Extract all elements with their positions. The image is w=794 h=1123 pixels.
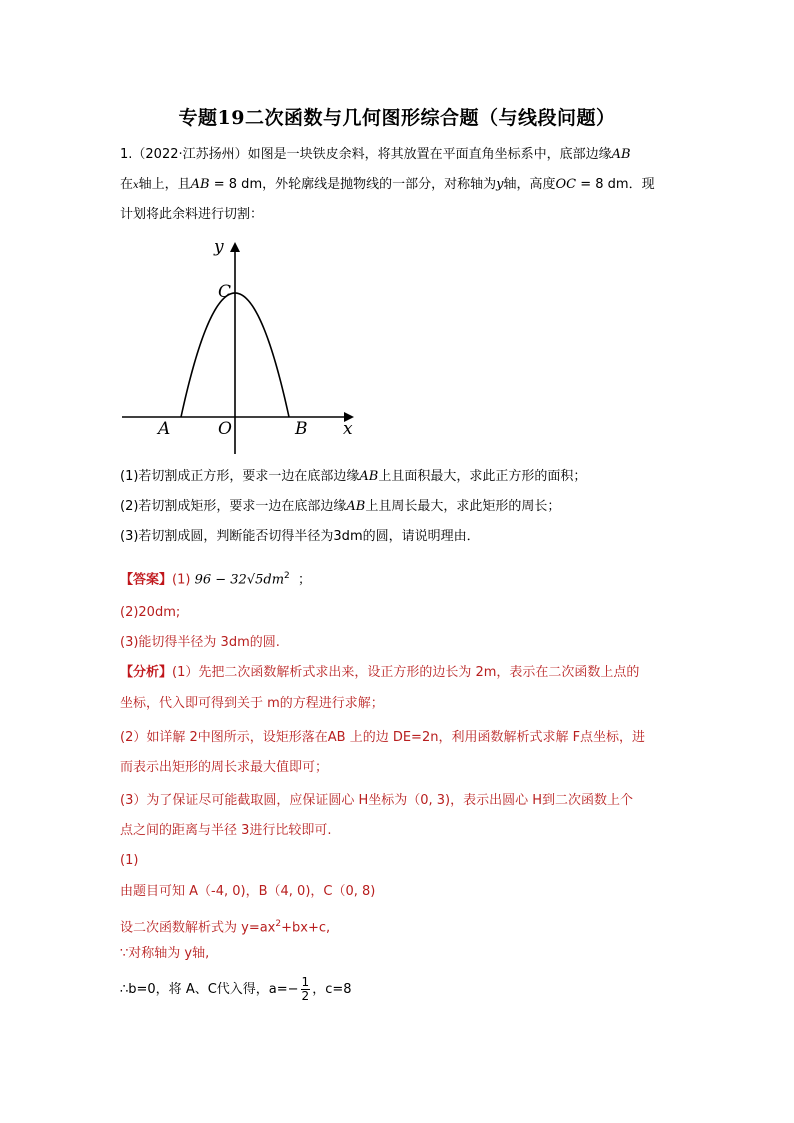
solution-line-3: ∵对称轴为 y轴, [120, 946, 210, 961]
fraction-numerator: 1 [301, 975, 310, 989]
analysis-text-1: (1）先把二次函数解析式求出来，设正方形的边长为 2m，表示在二次函数上点的 [172, 665, 640, 680]
solution-line-2 [120, 914, 330, 938]
problem-line-2 [120, 175, 655, 196]
parabola-graph [118, 232, 368, 457]
answer-1-expr: 96 − 32√5 [194, 572, 264, 588]
question-1-pre: (1)若切割成正方形，要求一边在底部边缘 [120, 469, 360, 484]
problem-number: 1. [120, 147, 133, 162]
problem-text-2b: 轴上，且 [138, 177, 191, 192]
problem-text-2e: = 8 dm．现 [576, 177, 655, 192]
question-3 [120, 527, 480, 547]
origin-label: O [218, 419, 232, 439]
point-b-label: B [295, 419, 308, 439]
problem-line-3: 计划将此余料进行切割： [120, 207, 264, 222]
question-1 [120, 467, 586, 487]
solution-line-4 [120, 976, 352, 1003]
analysis-line-1 [120, 663, 639, 683]
var-y: y [496, 177, 504, 192]
answer-1-unit: dm [263, 572, 285, 588]
answer-line-3: (3)能切得半径为 3dm的圆. [120, 635, 280, 650]
question-1-post: 上且面积最大，求此正方形的面积； [378, 469, 587, 484]
question-2-pre: (2)若切割成矩形，要求一边在底部边缘 [120, 499, 347, 514]
answer-line-1 [120, 566, 311, 590]
analysis-line-2: 坐标，代入即可得到关于 m的方程进行求解； [120, 696, 384, 711]
var-x: x [133, 180, 139, 191]
answer-line-2: (2)20dm; [120, 605, 181, 620]
question-2-var: AB [346, 499, 366, 514]
problem-text-2c: = 8 dm，外轮廓线是抛物线的一部分，对称轴为 [209, 177, 497, 192]
var-ab: AB [611, 147, 631, 162]
question-3-pre: (3)若切割成圆，判断能否切得半径为3dm的圆，请说明理由． [120, 529, 480, 544]
answer-1-sup: 2 [284, 571, 290, 581]
solution-2-pre: 设二次函数解析式为 y=ax [120, 920, 276, 936]
solution-2-sup: 2 [275, 919, 282, 929]
analysis-line-5: (3）为了保证尽可能截取圆，应保证圆心 H坐标为（0, 3)，表示出圆心 H到二次函数上个 [120, 793, 634, 808]
answer-label: 【答案】 [120, 572, 173, 588]
analysis-line-6: 点之间的距离与半径 3进行比较即可. [120, 823, 332, 838]
point-a-label: A [158, 419, 171, 439]
question-2 [120, 497, 560, 517]
problem-text-1: 如图是一块铁皮余料，将其放置在平面直角坐标系中，底部边缘 [247, 147, 612, 162]
fraction-one-half [301, 976, 311, 1003]
point-c-label: C [218, 282, 232, 302]
page-title: 专题19二次函数与几何图形综合题（与线段问题） [178, 107, 616, 129]
analysis-label: 【分析】 [120, 665, 173, 680]
solution-2-post: +bx+c, [281, 920, 331, 936]
x-axis-label: x [343, 419, 353, 439]
y-axis-label: y [214, 237, 224, 257]
analysis-line-3: (2）如详解 2中图所示，设矩形落在AB 上的边 DE=2n，利用函数解析式求解 F点坐标，进 [120, 730, 646, 745]
question-1-var: AB [359, 469, 379, 484]
solution-4-post: ，c=8 [312, 982, 352, 997]
answer-1-end: ； [298, 572, 312, 588]
var-ab-2: AB [190, 177, 210, 192]
problem-source: （2022·江苏扬州） [132, 147, 248, 162]
problem-text-2a: 在 [120, 177, 134, 192]
analysis-line-4: 而表示出矩形的周长求最大值即可； [120, 760, 329, 775]
question-2-post: 上且周长最大，求此矩形的周长； [365, 499, 561, 514]
var-oc: OC [555, 177, 577, 192]
problem-line-1 [120, 145, 631, 165]
solution-part-1: (1) [120, 853, 139, 868]
solution-line-1: 由题目可知 A（-4, 0)，B（4, 0)，C（0, 8) [120, 884, 376, 899]
solution-4-pre: ∴b=0，将 A、C代入得，a=− [120, 982, 299, 997]
fraction-denominator: 2 [301, 989, 310, 1003]
problem-text-2d: 轴，高度 [503, 177, 556, 192]
answer-1-prefix: (1) [172, 572, 191, 588]
